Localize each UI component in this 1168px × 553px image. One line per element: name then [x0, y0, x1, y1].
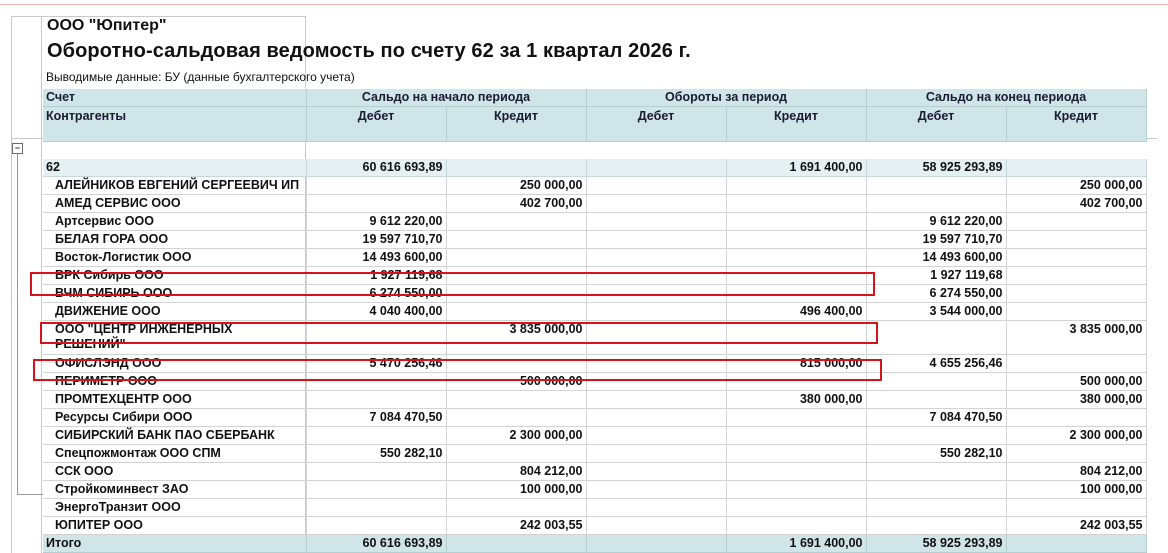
close-debit: 14 493 600,00 — [866, 249, 1006, 267]
close-credit — [1006, 249, 1146, 267]
total-label: Итого — [43, 535, 306, 553]
open-debit: 14 493 600,00 — [306, 249, 446, 267]
table-row[interactable] — [43, 499, 1146, 517]
account-group-row[interactable] — [43, 159, 1146, 177]
contractor-name: Ресурсы Сибири ООО — [43, 409, 306, 427]
contractor-name: ДВИЖЕНИЕ ООО — [43, 303, 306, 321]
turn-debit — [586, 231, 726, 249]
contractor-name: ЭнергоТранзит ООО — [43, 499, 306, 517]
header-closing: Сальдо на конец периода — [866, 89, 1146, 107]
contractor-name: ЮПИТЕР ООО — [43, 517, 306, 535]
open-debit: 9 612 220,00 — [306, 213, 446, 231]
turn-debit — [586, 213, 726, 231]
total-turn-debit — [586, 535, 726, 553]
group-open-debit: 60 616 693,89 — [306, 159, 446, 177]
report-params: Выводимые данные: БУ (данные бухгалтерского учета) — [46, 70, 355, 84]
tree-line — [17, 154, 18, 494]
open-debit: 7 084 470,50 — [306, 409, 446, 427]
total-open-debit: 60 616 693,89 — [306, 535, 446, 553]
table-row[interactable] — [43, 445, 1146, 463]
contractor-name: БЕЛАЯ ГОРА ООО — [43, 231, 306, 249]
close-credit — [1006, 445, 1146, 463]
close-debit — [866, 481, 1006, 499]
table-row[interactable] — [43, 249, 1146, 267]
table-row[interactable] — [43, 213, 1146, 231]
contractor-name: Спецпожмонтаж ООО СПМ — [43, 445, 306, 463]
close-debit — [866, 195, 1006, 213]
close-credit — [1006, 285, 1146, 303]
table-row[interactable] — [43, 409, 1146, 427]
table-row[interactable] — [43, 177, 1146, 195]
close-debit — [866, 391, 1006, 409]
tree-line-end — [17, 494, 43, 495]
open-debit — [306, 195, 446, 213]
group-account: 62 — [43, 159, 306, 177]
close-debit: 550 282,10 — [866, 445, 1006, 463]
open-credit: 3 835 000,00 — [446, 321, 586, 355]
header-turn-debit: Дебет — [586, 107, 726, 142]
open-credit — [446, 445, 586, 463]
close-debit — [866, 517, 1006, 535]
close-debit — [866, 177, 1006, 195]
table-row[interactable] — [43, 463, 1146, 481]
close-debit — [866, 427, 1006, 445]
close-credit: 100 000,00 — [1006, 481, 1146, 499]
turn-credit — [726, 177, 866, 195]
close-credit: 500 000,00 — [1006, 373, 1146, 391]
close-credit: 2 300 000,00 — [1006, 427, 1146, 445]
open-debit — [306, 427, 446, 445]
open-credit: 250 000,00 — [446, 177, 586, 195]
collapse-toggle-icon[interactable]: − — [12, 143, 23, 154]
close-debit — [866, 463, 1006, 481]
close-debit: 1 927 119,68 — [866, 267, 1006, 285]
turn-credit — [726, 409, 866, 427]
highlight-frame-ofislend — [40, 322, 878, 344]
group-close-debit: 58 925 293,89 — [866, 159, 1006, 177]
group-open-credit — [446, 159, 586, 177]
turn-debit — [586, 249, 726, 267]
total-close-debit: 58 925 293,89 — [866, 535, 1006, 553]
contractor-name: Артсервис ООО — [43, 213, 306, 231]
table-row[interactable] — [43, 231, 1146, 249]
open-credit — [446, 231, 586, 249]
header-open-debit: Дебет — [306, 107, 446, 142]
open-debit: 6 274 550,00 — [306, 285, 446, 303]
open-debit — [306, 391, 446, 409]
header-turn-credit: Кредит — [726, 107, 866, 142]
turn-credit: 496 400,00 — [726, 303, 866, 321]
open-debit: 5 470 256,46 — [306, 355, 446, 373]
close-debit: 3 544 000,00 — [866, 303, 1006, 321]
total-row — [43, 535, 1146, 553]
open-credit: 804 212,00 — [446, 463, 586, 481]
open-credit — [446, 409, 586, 427]
open-credit — [446, 249, 586, 267]
table-row[interactable] — [43, 195, 1146, 213]
turn-credit — [726, 445, 866, 463]
turn-debit — [586, 499, 726, 517]
turn-debit — [586, 177, 726, 195]
open-credit: 2 300 000,00 — [446, 427, 586, 445]
grid-line — [11, 16, 12, 553]
turn-credit: 380 000,00 — [726, 391, 866, 409]
turn-debit — [586, 303, 726, 321]
header-open-credit: Кредит — [446, 107, 586, 142]
close-credit — [1006, 231, 1146, 249]
open-debit — [306, 517, 446, 535]
close-credit — [1006, 355, 1146, 373]
header-row — [43, 89, 1146, 107]
header-close-debit: Дебет — [866, 107, 1006, 142]
open-debit: 19 597 710,70 — [306, 231, 446, 249]
header-subrow — [43, 107, 1146, 142]
contractor-name: АЛЕЙНИКОВ ЕВГЕНИЙ СЕРГЕЕВИЧ ИП — [43, 177, 306, 195]
turn-credit — [726, 499, 866, 517]
report-title: Оборотно-сальдовая ведомость по счету 62 за 1 квартал 2026 г. — [47, 40, 691, 62]
turn-debit — [586, 195, 726, 213]
turn-debit — [586, 517, 726, 535]
contractor-name: ПРОМТЕХЦЕНТР ООО — [43, 391, 306, 409]
turn-credit — [726, 249, 866, 267]
group-turn-credit: 1 691 400,00 — [726, 159, 866, 177]
turn-debit — [586, 481, 726, 499]
turn-credit: 815 000,00 — [726, 355, 866, 373]
header-account: Счет — [43, 89, 306, 107]
close-debit — [866, 499, 1006, 517]
turn-debit — [586, 445, 726, 463]
open-credit: 402 700,00 — [446, 195, 586, 213]
close-debit: 4 655 256,46 — [866, 355, 1006, 373]
close-credit: 804 212,00 — [1006, 463, 1146, 481]
open-debit: 550 282,10 — [306, 445, 446, 463]
contractor-name: АМЕД СЕРВИС ООО — [43, 195, 306, 213]
open-debit — [306, 499, 446, 517]
turn-credit — [726, 517, 866, 535]
table-row[interactable] — [43, 517, 1146, 535]
close-credit — [1006, 303, 1146, 321]
close-credit — [1006, 409, 1146, 427]
contractor-name: ВЧМ СИБИРЬ ООО — [43, 285, 306, 303]
open-credit: 242 003,55 — [446, 517, 586, 535]
turn-credit — [726, 231, 866, 249]
open-credit — [446, 213, 586, 231]
close-debit: 7 084 470,50 — [866, 409, 1006, 427]
header-contractors: Контрагенты — [43, 107, 306, 142]
open-credit — [446, 499, 586, 517]
turn-credit — [726, 213, 866, 231]
contractor-name: ООО "ЦЕНТР ИНЖЕНЕРНЫХ РЕШЕНИЙ" — [43, 321, 306, 355]
close-credit: 242 003,55 — [1006, 517, 1146, 535]
spacer-row — [43, 142, 1146, 160]
close-debit: 6 274 550,00 — [866, 285, 1006, 303]
turn-credit — [726, 427, 866, 445]
open-credit — [446, 303, 586, 321]
report-table — [43, 89, 1147, 553]
total-open-credit — [446, 535, 586, 553]
open-debit — [306, 481, 446, 499]
contractor-name: ОФИСЛЭНД ООО — [43, 355, 306, 373]
open-credit — [446, 391, 586, 409]
top-divider — [0, 4, 1168, 5]
contractor-name: ПЕРИМЕТР ООО — [43, 373, 306, 391]
turn-credit — [726, 195, 866, 213]
table-row[interactable] — [43, 481, 1146, 499]
close-credit: 250 000,00 — [1006, 177, 1146, 195]
highlight-frame-dvizhenie — [30, 272, 875, 296]
table-row[interactable] — [43, 391, 1146, 409]
contractor-name: Восток-Логистик ООО — [43, 249, 306, 267]
group-turn-debit — [586, 159, 726, 177]
close-credit: 380 000,00 — [1006, 391, 1146, 409]
header-turnover: Обороты за период — [586, 89, 866, 107]
close-debit: 19 597 710,70 — [866, 231, 1006, 249]
close-credit — [1006, 213, 1146, 231]
turn-debit — [586, 409, 726, 427]
group-close-credit — [1006, 159, 1146, 177]
open-debit: 1 927 119,68 — [306, 267, 446, 285]
open-credit: 100 000,00 — [446, 481, 586, 499]
close-credit — [1006, 499, 1146, 517]
turn-debit — [586, 463, 726, 481]
highlight-frame-promtehcentr — [33, 359, 882, 381]
open-credit: 500 000,00 — [446, 373, 586, 391]
close-credit — [1006, 267, 1146, 285]
total-turn-credit: 1 691 400,00 — [726, 535, 866, 553]
close-debit: 9 612 220,00 — [866, 213, 1006, 231]
company-name: ООО "Юпитер" — [47, 17, 167, 34]
contractor-name: ВРК Сибирь ООО — [43, 267, 306, 285]
turn-credit — [726, 463, 866, 481]
header-close-credit: Кредит — [1006, 107, 1146, 142]
contractor-name: Стройкоминвест ЗАО — [43, 481, 306, 499]
header-opening: Сальдо на начало периода — [306, 89, 586, 107]
close-credit: 3 835 000,00 — [1006, 321, 1146, 355]
contractor-name: СИБИРСКИЙ БАНК ПАО СБЕРБАНК — [43, 427, 306, 445]
total-close-credit — [1006, 535, 1146, 553]
close-debit — [866, 321, 1006, 355]
open-debit — [306, 463, 446, 481]
turn-debit — [586, 427, 726, 445]
close-debit — [866, 373, 1006, 391]
contractor-name: ССК ООО — [43, 463, 306, 481]
turn-credit — [726, 481, 866, 499]
table-row[interactable] — [43, 303, 1146, 321]
close-credit: 402 700,00 — [1006, 195, 1146, 213]
open-debit: 4 040 400,00 — [306, 303, 446, 321]
open-debit — [306, 177, 446, 195]
table-row[interactable] — [43, 427, 1146, 445]
turn-debit — [586, 391, 726, 409]
